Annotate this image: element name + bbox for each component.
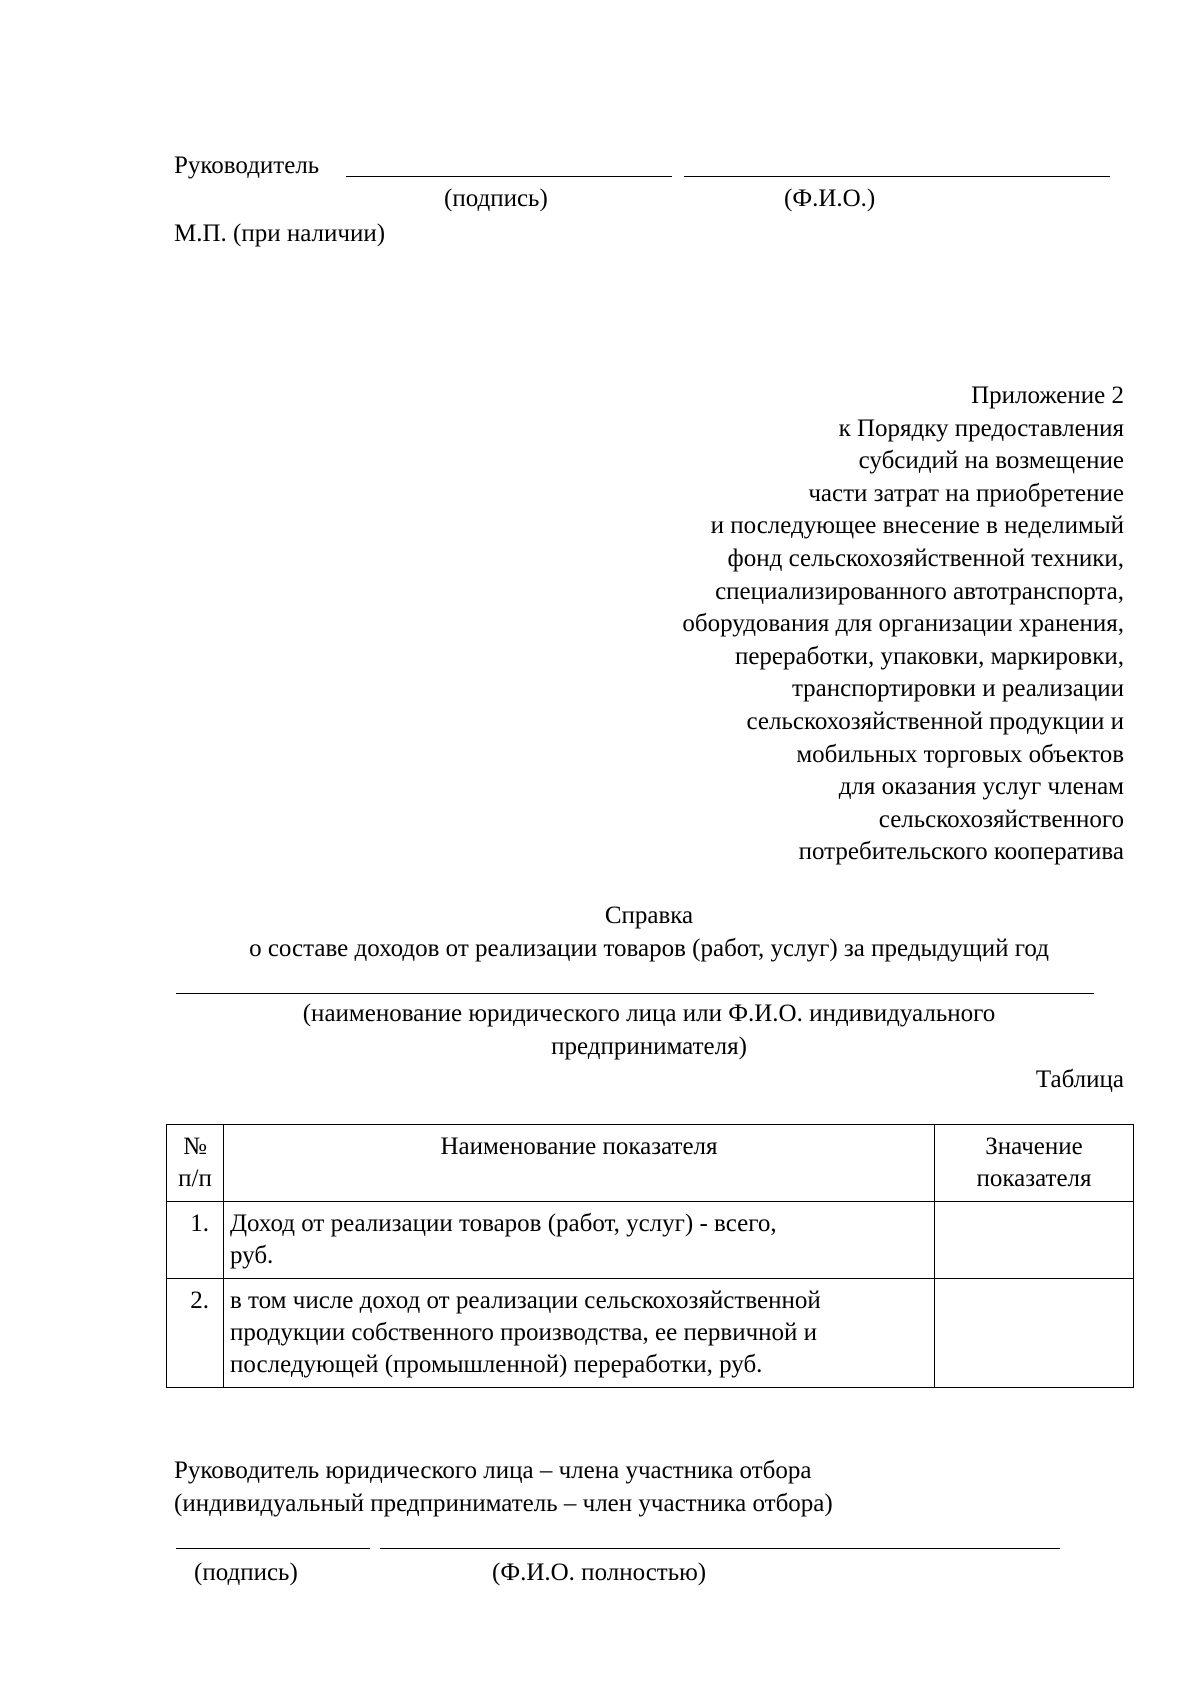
appendix-line: переработки, упаковки, маркировки, (734, 642, 1124, 670)
bottom-signature-line[interactable] (176, 1548, 370, 1549)
organization-name-caption-cont: предпринимателя) (551, 1033, 747, 1060)
row-number: 1. (167, 1202, 224, 1279)
appendix-line: сельскохозяйственной продукции и (746, 707, 1124, 735)
bottom-head-label: Руководитель юридического лица – члена участника отбора (174, 1457, 812, 1484)
header-indicator-name: Наименование показателя (224, 1125, 935, 1202)
appendix-line: потребительского кооператива (798, 838, 1124, 866)
header-number-symbol: № (183, 1133, 207, 1160)
appendix-line: мобильных торговых объектов (796, 740, 1124, 768)
table-header-row (167, 1125, 1134, 1202)
appendix-line: специализированного автотранспорта, (715, 577, 1124, 605)
appendix-line: для оказания услуг членам (838, 773, 1124, 801)
header-number-abbr: п/п (178, 1165, 212, 1192)
signature-line[interactable] (346, 176, 672, 177)
row-indicator-value[interactable] (935, 1279, 1134, 1388)
table-row (167, 1279, 1134, 1388)
organization-name-caption: (наименование юридического лица или Ф.И.О. индивидуального (302, 1000, 996, 1027)
table-row (167, 1202, 1134, 1279)
bottom-head-label-cont: (индивидуальный предприниматель – член участника отбора) (174, 1490, 833, 1517)
certificate-title: Справка (604, 902, 694, 929)
header-number (167, 1125, 224, 1202)
bottom-fio-line[interactable] (380, 1548, 1060, 1549)
appendix-line: к Порядку предоставления (838, 414, 1124, 442)
appendix-line: и последующее внесение в неделимый (710, 512, 1124, 540)
fio-line[interactable] (684, 176, 1110, 177)
appendix-line: сельскохозяйственного (878, 805, 1124, 833)
bottom-fio-caption: (Ф.И.О. полностью) (492, 1559, 707, 1586)
appendix-line: субсидий на возмещение (858, 447, 1124, 475)
signature-caption: (подпись) (444, 185, 548, 212)
header-indicator-value: Значение показателя (935, 1125, 1134, 1202)
row-indicator-name: Доход от реализации товаров (работ, услуг) - всего, руб. (224, 1202, 935, 1279)
bottom-signature-caption: (подпись) (194, 1559, 298, 1586)
certificate-subtitle: о составе доходов от реализации товаров (работ, услуг) за предыдущий год (249, 935, 1049, 962)
organization-name-line[interactable] (176, 993, 1094, 994)
seal-note: М.П. (при наличии) (174, 220, 386, 247)
appendix-line: части затрат на приобретение (808, 479, 1124, 507)
appendix-line: оборудования для организации хранения, (682, 610, 1124, 638)
row-indicator-name: в том числе доход от реализации сельскохозяйственной продукции собственного производства, ее первичной и последующей (промышленной) переработки, руб. (224, 1279, 935, 1388)
appendix-line: Приложение 2 (971, 382, 1124, 409)
table-label: Таблица (1035, 1066, 1124, 1093)
row-indicator-value[interactable] (935, 1202, 1134, 1279)
appendix-line: фонд сельскохозяйственной техники, (727, 544, 1124, 572)
indicators-table (166, 1124, 1134, 1388)
head-label: Руководитель (174, 152, 320, 179)
fio-caption: (Ф.И.О.) (784, 185, 876, 212)
appendix-block (682, 380, 1124, 869)
row-number: 2. (167, 1279, 224, 1388)
appendix-line: транспортировки и реализации (791, 675, 1124, 703)
